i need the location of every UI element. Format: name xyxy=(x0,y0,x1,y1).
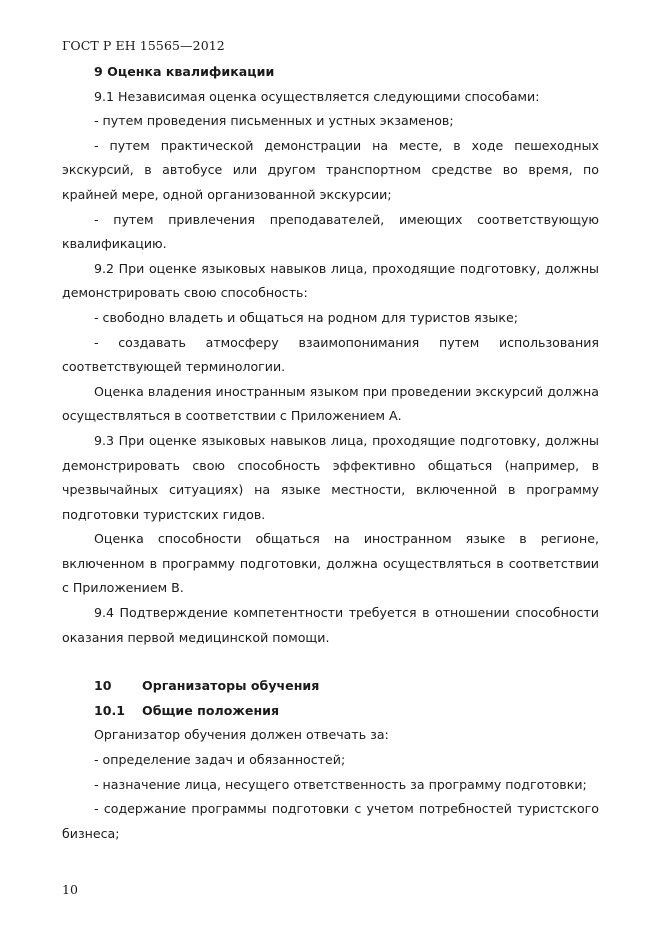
paragraph-9-1: 9.1 Независимая оценка осуществляется следующими способами: xyxy=(94,88,540,104)
list-item: - путем практической демонстрации на месте, в ходе пешеходных экскурсий, в автобусе или другом транспортном средстве во время, по крайней мере, одной организованной экскурсии; xyxy=(62,137,599,202)
section-title: Организаторы обучения xyxy=(142,678,320,694)
subsection-title: Общие положения xyxy=(142,702,280,718)
paragraph-annex-a: Оценка владения иностранным языком при проведении экскурсий должна осуществляться в соответствии с Приложением А. xyxy=(62,383,599,424)
section-9-title: 9 Оценка квалификации xyxy=(94,64,275,79)
list-item: - путем привлечения преподавателей, имеющих соответствующую квалификацию. xyxy=(62,211,599,252)
list-item: - назначение лица, несущего ответственность за программу подготовки; xyxy=(94,776,587,792)
list-item: - свободно владеть и общаться на родном для туристов языке; xyxy=(94,309,518,325)
paragraph-organizer: Организатор обучения должен отвечать за: xyxy=(94,727,389,743)
subsection-10-1-heading xyxy=(62,699,599,724)
section-number: 10 xyxy=(94,678,112,694)
paragraph-annex-b: Оценка способности общаться на иностранном языке в регионе, включенном в программу подготовки, должна осуществляться в соответствии с Приложением В. xyxy=(62,531,599,596)
section-spacer xyxy=(62,650,599,674)
section-10-heading xyxy=(62,674,599,699)
paragraph-9-3: 9.3 При оценке языковых навыков лица, проходящие подготовку, должны демонстрировать свою способность эффективно общаться (например, в чрезвычайных ситуациях) на языке местности, включенной в программу подготовки туристских гидов. xyxy=(62,432,599,522)
paragraph-9-2: 9.2 При оценке языковых навыков лица, проходящие подготовку, должны демонстрировать свою способность: xyxy=(62,260,599,301)
subsection-number: 10.1 xyxy=(94,702,126,718)
list-item: - путем проведения письменных и устных экзаменов; xyxy=(94,113,454,129)
document-header: ГОСТ Р ЕН 15565—2012 xyxy=(62,38,225,53)
list-item: - создавать атмосферу взаимопонимания путем использования соответствующей терминологии. xyxy=(62,334,599,375)
document-body xyxy=(62,60,599,846)
paragraph-9-4: 9.4 Подтверждение компетентности требуется в отношении способности оказания первой медицинской помощи. xyxy=(62,605,599,645)
list-item: - содержание программы подготовки с учетом потребностей туристского бизнеса; xyxy=(62,801,599,841)
page-number: 10 xyxy=(62,882,78,897)
list-item: - определение задач и обязанностей; xyxy=(94,752,346,768)
